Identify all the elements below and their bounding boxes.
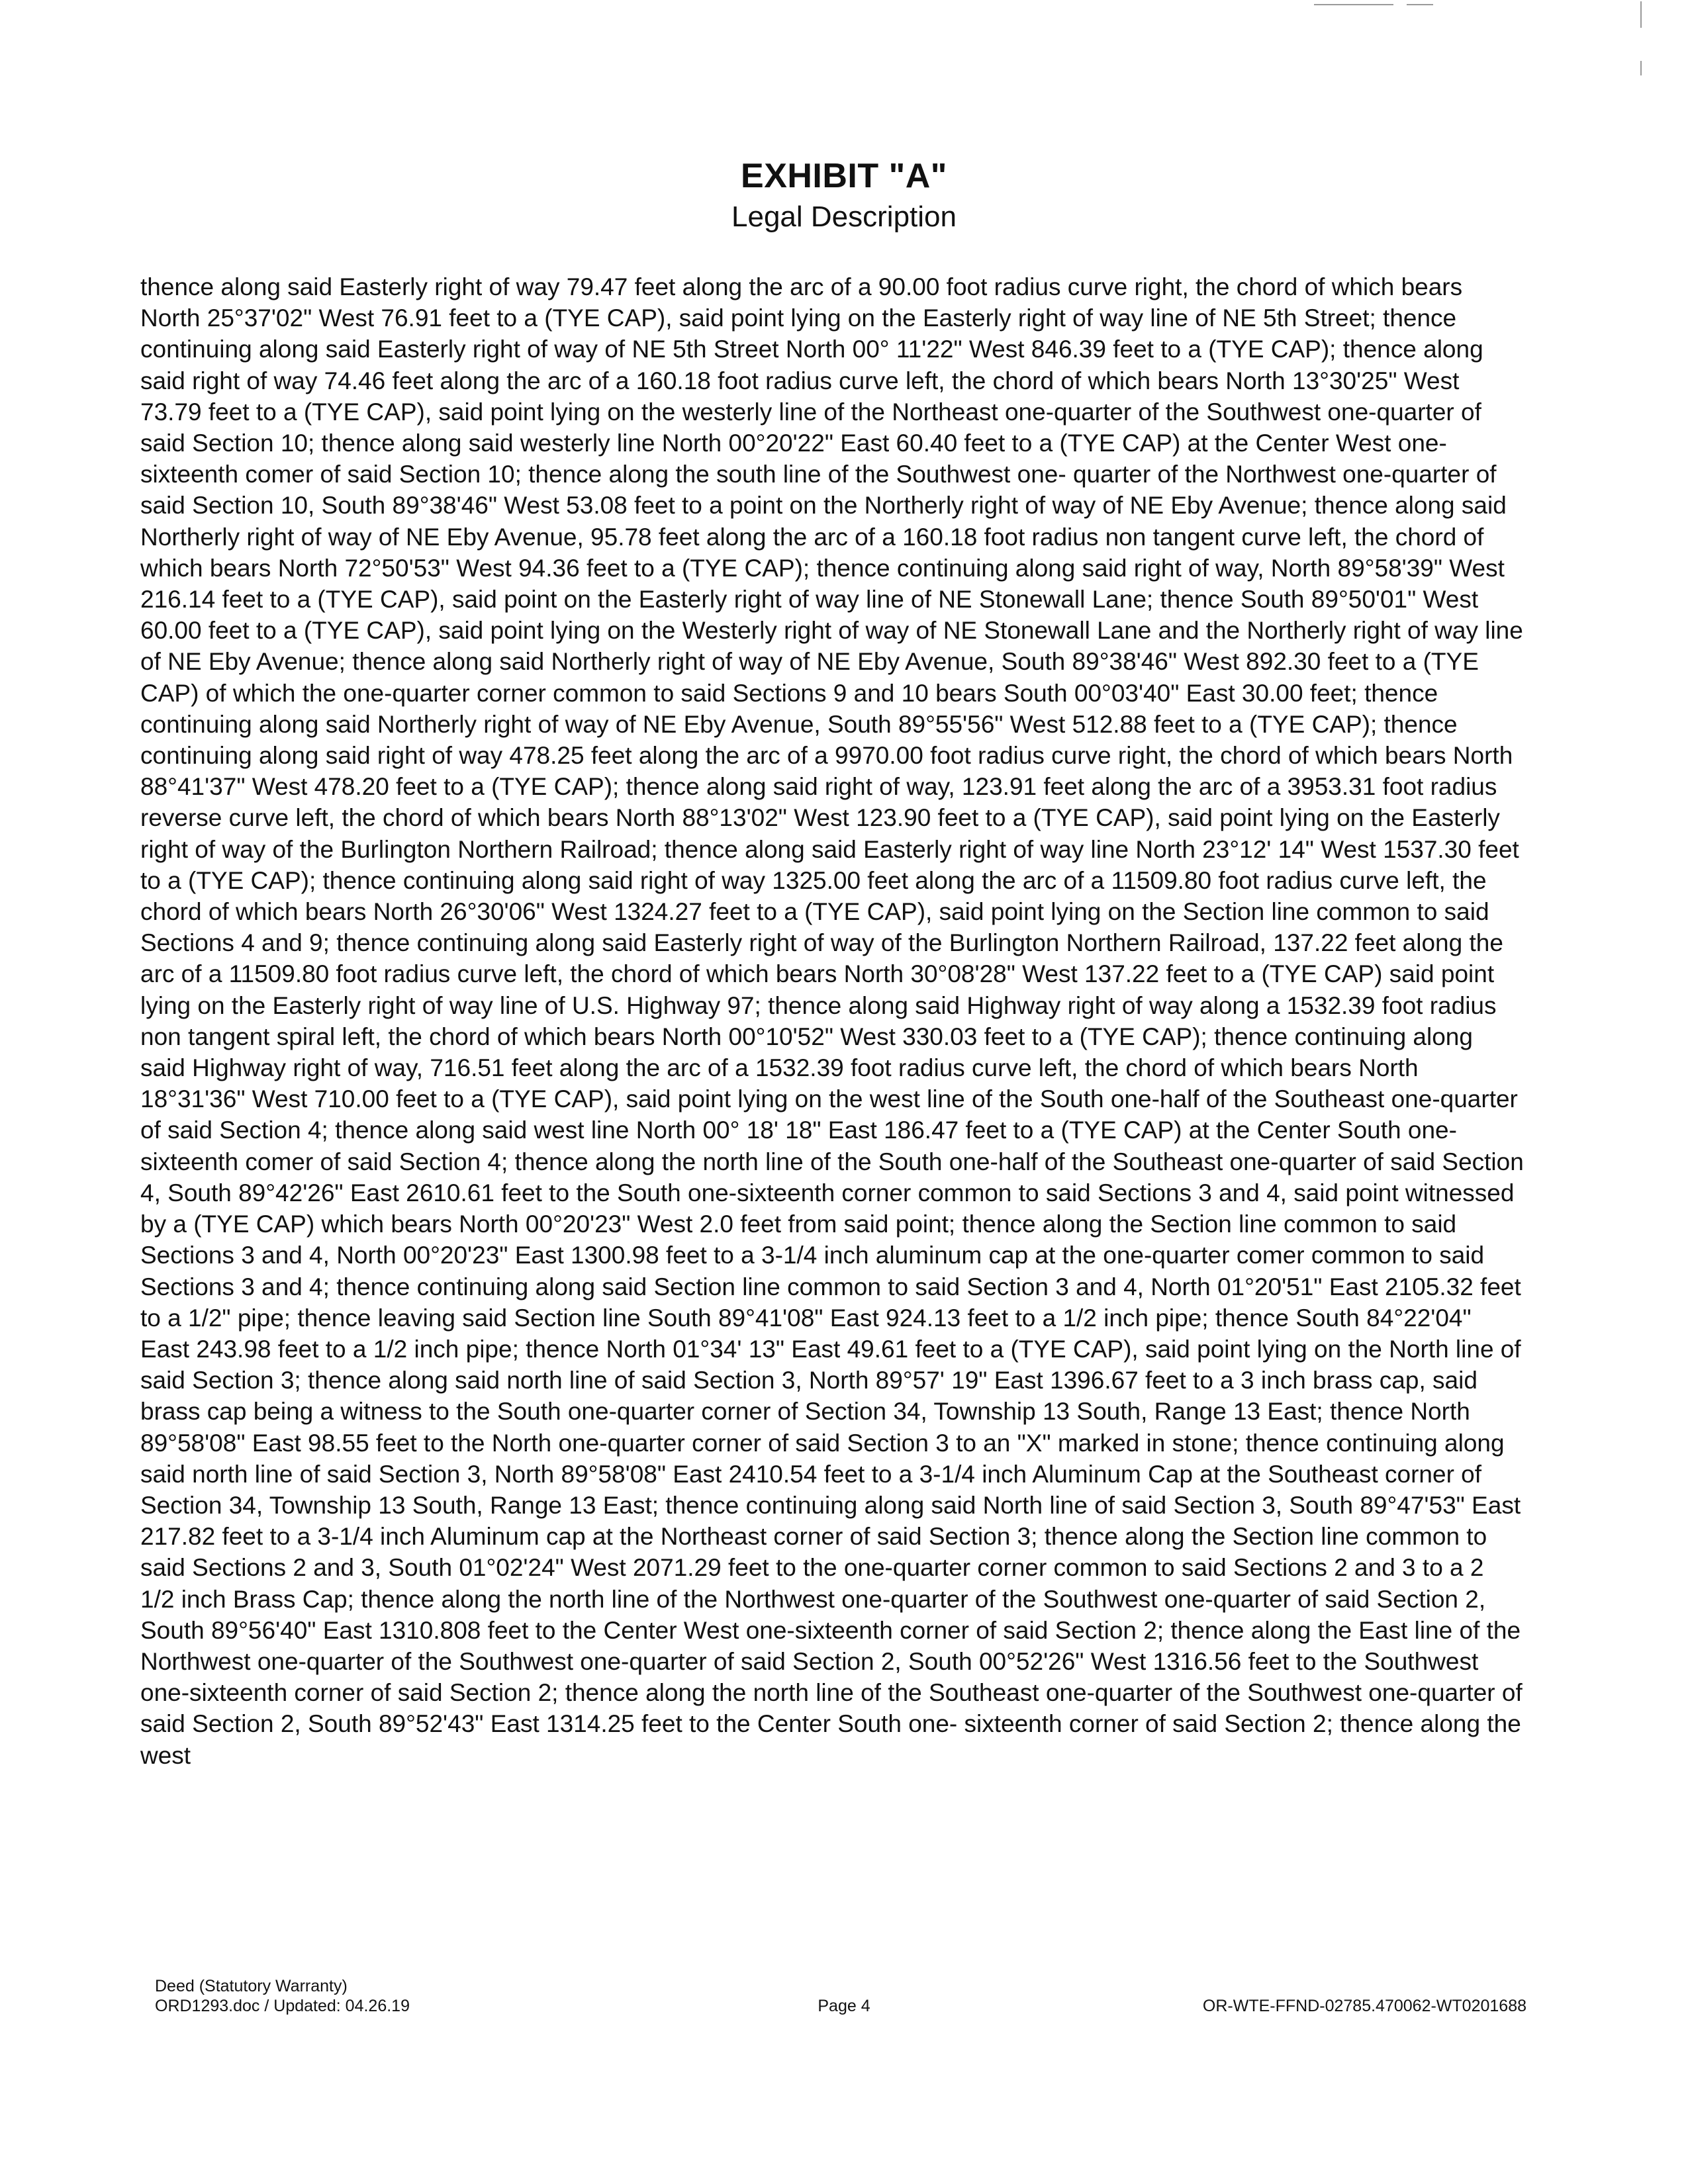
exhibit-title: EXHIBIT "A" <box>741 157 947 195</box>
exhibit-subtitle: Legal Description <box>731 201 957 233</box>
scan-artifact-top-short <box>1407 4 1433 5</box>
scan-artifact-top <box>1314 4 1393 5</box>
scan-artifact-right <box>1640 1 1642 28</box>
scan-artifact-right-lower <box>1640 61 1642 75</box>
footer-doc-type: Deed (Statutory Warranty) <box>155 1977 348 1995</box>
footer-order-number: OR-WTE-FFND-02785.470062-WT0201688 <box>1202 1997 1526 2015</box>
legal-description-body: thence along said Easterly right of way 79.47 feet along the arc of a 90.00 foot radius curve right, the chord of which bears North 25°37'02" West 76.91 feet to a (TYE CAP), said point lying on the Easterly right of way line of NE 5th Street; thence continuing along said Easterly right of way of NE 5th Street North 00° 11'22" West 846.39 feet to a (TYE CAP); thence along said right of way 74.46 feet along the arc of a 160.18 foot radius curve left, the chord of which bears North 13°30'25" West 73.79 feet to a (TYE CAP), said point lying on the westerly line of the Northeast one-quarter of the Southwest one-quarter of said Section 10; thence along said westerly line North 00°20'22" East 60.40 feet to a (TYE CAP) at the Center West one- sixteenth comer of said Section 10; thence along the south line of the Southwest one- quarter of the Northwest one-quarter of said Section 10, South 89°38'46" West 53.08 feet to a point on the Northerly right of way of NE Eby Avenue; thence along said Northerly right of way of NE Eby Avenue, 95.78 feet along the arc of a 160.18 foot radius non tangent curve left, the chord of which bears North 72°50'53" West 94.36 feet to a (TYE CAP); thence continuing along said right of way, North 89°58'39" West 216.14 feet to a (TYE CAP), said point on the Easterly right of way line of NE Stonewall Lane; thence South 89°50'01" West 60.00 feet to a (TYE CAP), said point lying on the Westerly right of way of NE Stonewall Lane and the Northerly right of way line of NE Eby Avenue; thence along said Northerly right of way of NE Eby Avenue, South 89°38'46" West 892.30 feet to a (TYE CAP) of which the one-quarter corner common to said Sections 9 and 10 bears South 00°03'40" East 30.00 feet; thence continuing along said Northerly right of way of NE Eby Avenue, South 89°55'56" West 512.88 feet to a (TYE CAP); thence continuing along said right of way 478.25 feet along the arc of a 9970.00 foot radius curve right, the chord of which bears North 88°41'37" West 478.20 feet to a (TYE CAP); thence along said right of way, 123.91 feet along the arc of a 3953.31 foot radius reverse curve left, the chord of which bears North 88°13'02" West 123.90 feet to a (TYE CAP), said point lying on the Easterly right of way of the Burlington Northern Railroad; thence along said Easterly right of way line North 23°12' 14" West 1537.30 feet to a (TYE CAP); thence continuing along said right of way 1325.00 feet along the arc of a 11509.80 foot radius curve left, the chord of which bears North 26°30'06" West 1324.27 feet to a (TYE CAP), said point lying on the Section line common to said Sections 4 and 9; thence continuing along said Easterly right of way of the Burlington Northern Railroad, 137.22 feet along the arc of a 11509.80 foot radius curve left, the chord of which bears North 30°08'28" West 137.22 feet to a (TYE CAP) said point lying on the Easterly right of way line of U.S. Highway 97; thence along said Highway right of way along a 1532.39 foot radius non tangent spiral left, the chord of which bears North 00°10'52" West 330.03 feet to a (TYE CAP); thence continuing along said Highway right of way, 716.51 feet along the arc of a 1532.39 foot radius curve left, the chord of which bears North 18°31'36" West 710.00 feet to a (TYE CAP), said point lying on the west line of the South one-half of the Southeast one-quarter of said Section 4; thence along said west line North 00° 18' 18" East 186.47 feet to a (TYE CAP) at the Center South one-sixteenth comer of said Section 4; thence along the north line of the South one-half of the Southeast one-quarter of said Section 4, South 89°42'26" East 2610.61 feet to the South one-sixteenth corner common to said Sections 3 and 4, said point witnessed by a (TYE CAP) which bears North 00°20'23" West 2.0 feet from said point; thence along the Section line common to said Sections 3 and 4, North 00°20'23" East 1300.98 feet to a 3-1/4 inch aluminum cap at the one-quarter comer common to said Sections 3 and 4; thence continuing along said Section line common to said Section 3 and 4, North 01°20'51" East 2105.32 feet to a 1/2" pipe; thence leaving said Section line South 89°41'08" East 924.13 feet to a 1/2 inch pipe; thence South 84°22'04" East 243.98 feet to a 1/2 inch pipe; thence North 01°34' 13" East 49.61 feet to a (TYE CAP), said point lying on the North line of said Section 3; thence along said north line of said Section 3, North 89°57' 19" East 1396.67 feet to a 3 inch brass cap, said brass cap being a witness to the South one-quarter corner of Section 34, Township 13 South, Range 13 East; thence North 89°58'08" East 98.55 feet to the North one-quarter corner of said Section 3 to an "X" marked in stone; thence continuing along said north line of said Section 3, North 89°58'08" East 2410.54 feet to a 3-1/4 inch Aluminum Cap at the Southeast corner of Section 34, Township 13 South, Range 13 East; thence continuing along said North line of said Section 3, South 89°47'53" East 217.82 feet to a 3-1/4 inch Aluminum cap at the Northeast corner of said Section 3; thence along the Section line common to said Sections 2 and 3, South 01°02'24" West 2071.29 feet to the one-quarter corner common to said Sections 2 and 3 to a 2 1/2 inch Brass Cap; thence along the north line of the Northwest one-quarter of the Southwest one-quarter of said Section 2, South 89°56'40" East 1310.808 feet to the Center West one-sixteenth corner of said Section 2; thence along the East line of the Northwest one-quarter of the Southwest one-quarter of said Section 2, South 00°52'26" West 1316.56 feet to the Southwest one-sixteenth corner of said Section 2; thence along the north line of the Southeast one-quarter of the Southwest one-quarter of said Section 2, South 89°52'43" East 1314.25 feet to the Center South one- sixteenth corner of said Section 2; thence along the west <box>140 273 1524 1769</box>
footer-doc-file: ORD1293.doc / Updated: 04.26.19 <box>155 1997 410 2015</box>
footer-page-number: Page 4 <box>818 1997 870 2015</box>
